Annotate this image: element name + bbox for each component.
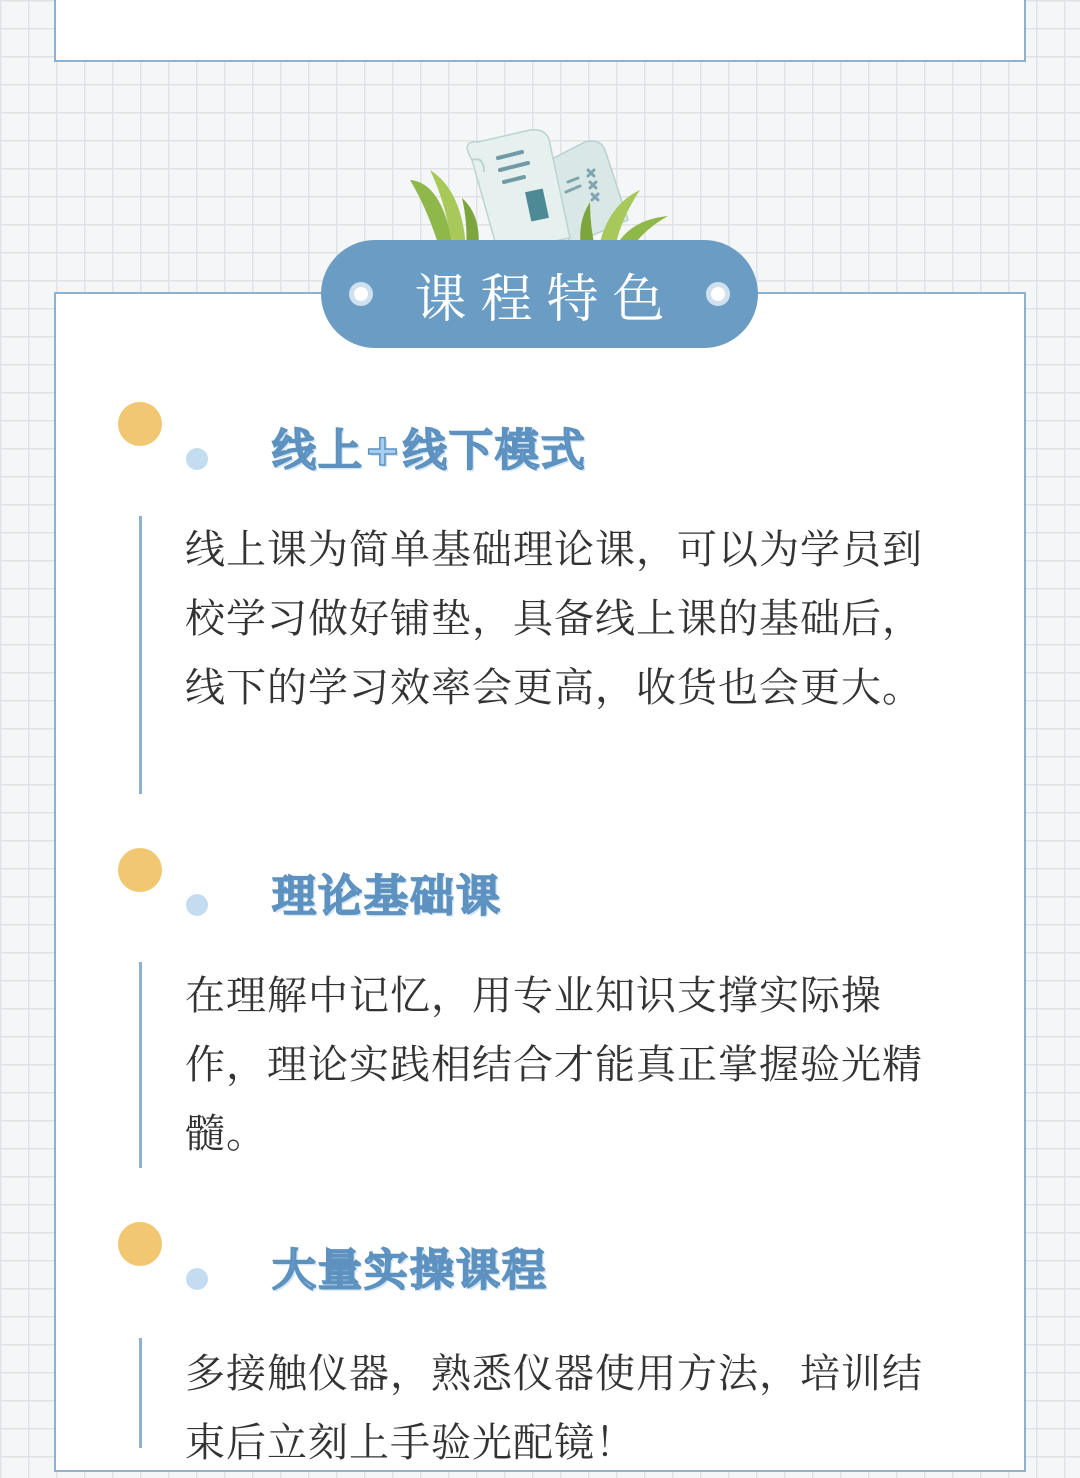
blue-dot-icon xyxy=(186,1268,208,1290)
banner-title: 课程特色 xyxy=(414,269,679,330)
orange-dot-icon xyxy=(118,848,162,892)
section-divider-line xyxy=(139,516,142,794)
paper-front-icon xyxy=(467,130,570,252)
feature-description: 在理解中记忆，用专业知识支撑实际操作，理论实践相结合才能真正掌握验光精髓。 xyxy=(185,973,923,1157)
feature-description: 多接触仪器，熟悉仪器使用方法，培训结束后立刻上手验光配镜！ xyxy=(185,1351,923,1466)
blue-dot-icon xyxy=(186,894,208,916)
banner-dot-right-icon xyxy=(706,282,730,306)
section-divider-line xyxy=(139,962,142,1168)
feature-heading: 理论基础课 xyxy=(272,871,502,922)
paper-leaves-illustration xyxy=(400,120,690,255)
section-divider-line xyxy=(139,1338,142,1448)
orange-dot-icon xyxy=(118,402,162,446)
orange-dot-icon xyxy=(118,1222,162,1266)
feature-heading: 大量实操课程 xyxy=(272,1245,548,1296)
section-title-banner xyxy=(321,240,758,348)
previous-content-card xyxy=(54,0,1026,62)
banner-dot-left-icon xyxy=(349,282,373,306)
leaves-left-icon xyxy=(410,170,479,250)
feature-description: 线上课为简单基础理论课，可以为学员到校学习做好铺垫，具备线上课的基础后，线下的学习效率会更高，收货也会更大。 xyxy=(185,527,923,711)
blue-dot-icon xyxy=(186,448,208,470)
feature-heading: 线上+线下模式 xyxy=(272,425,587,476)
